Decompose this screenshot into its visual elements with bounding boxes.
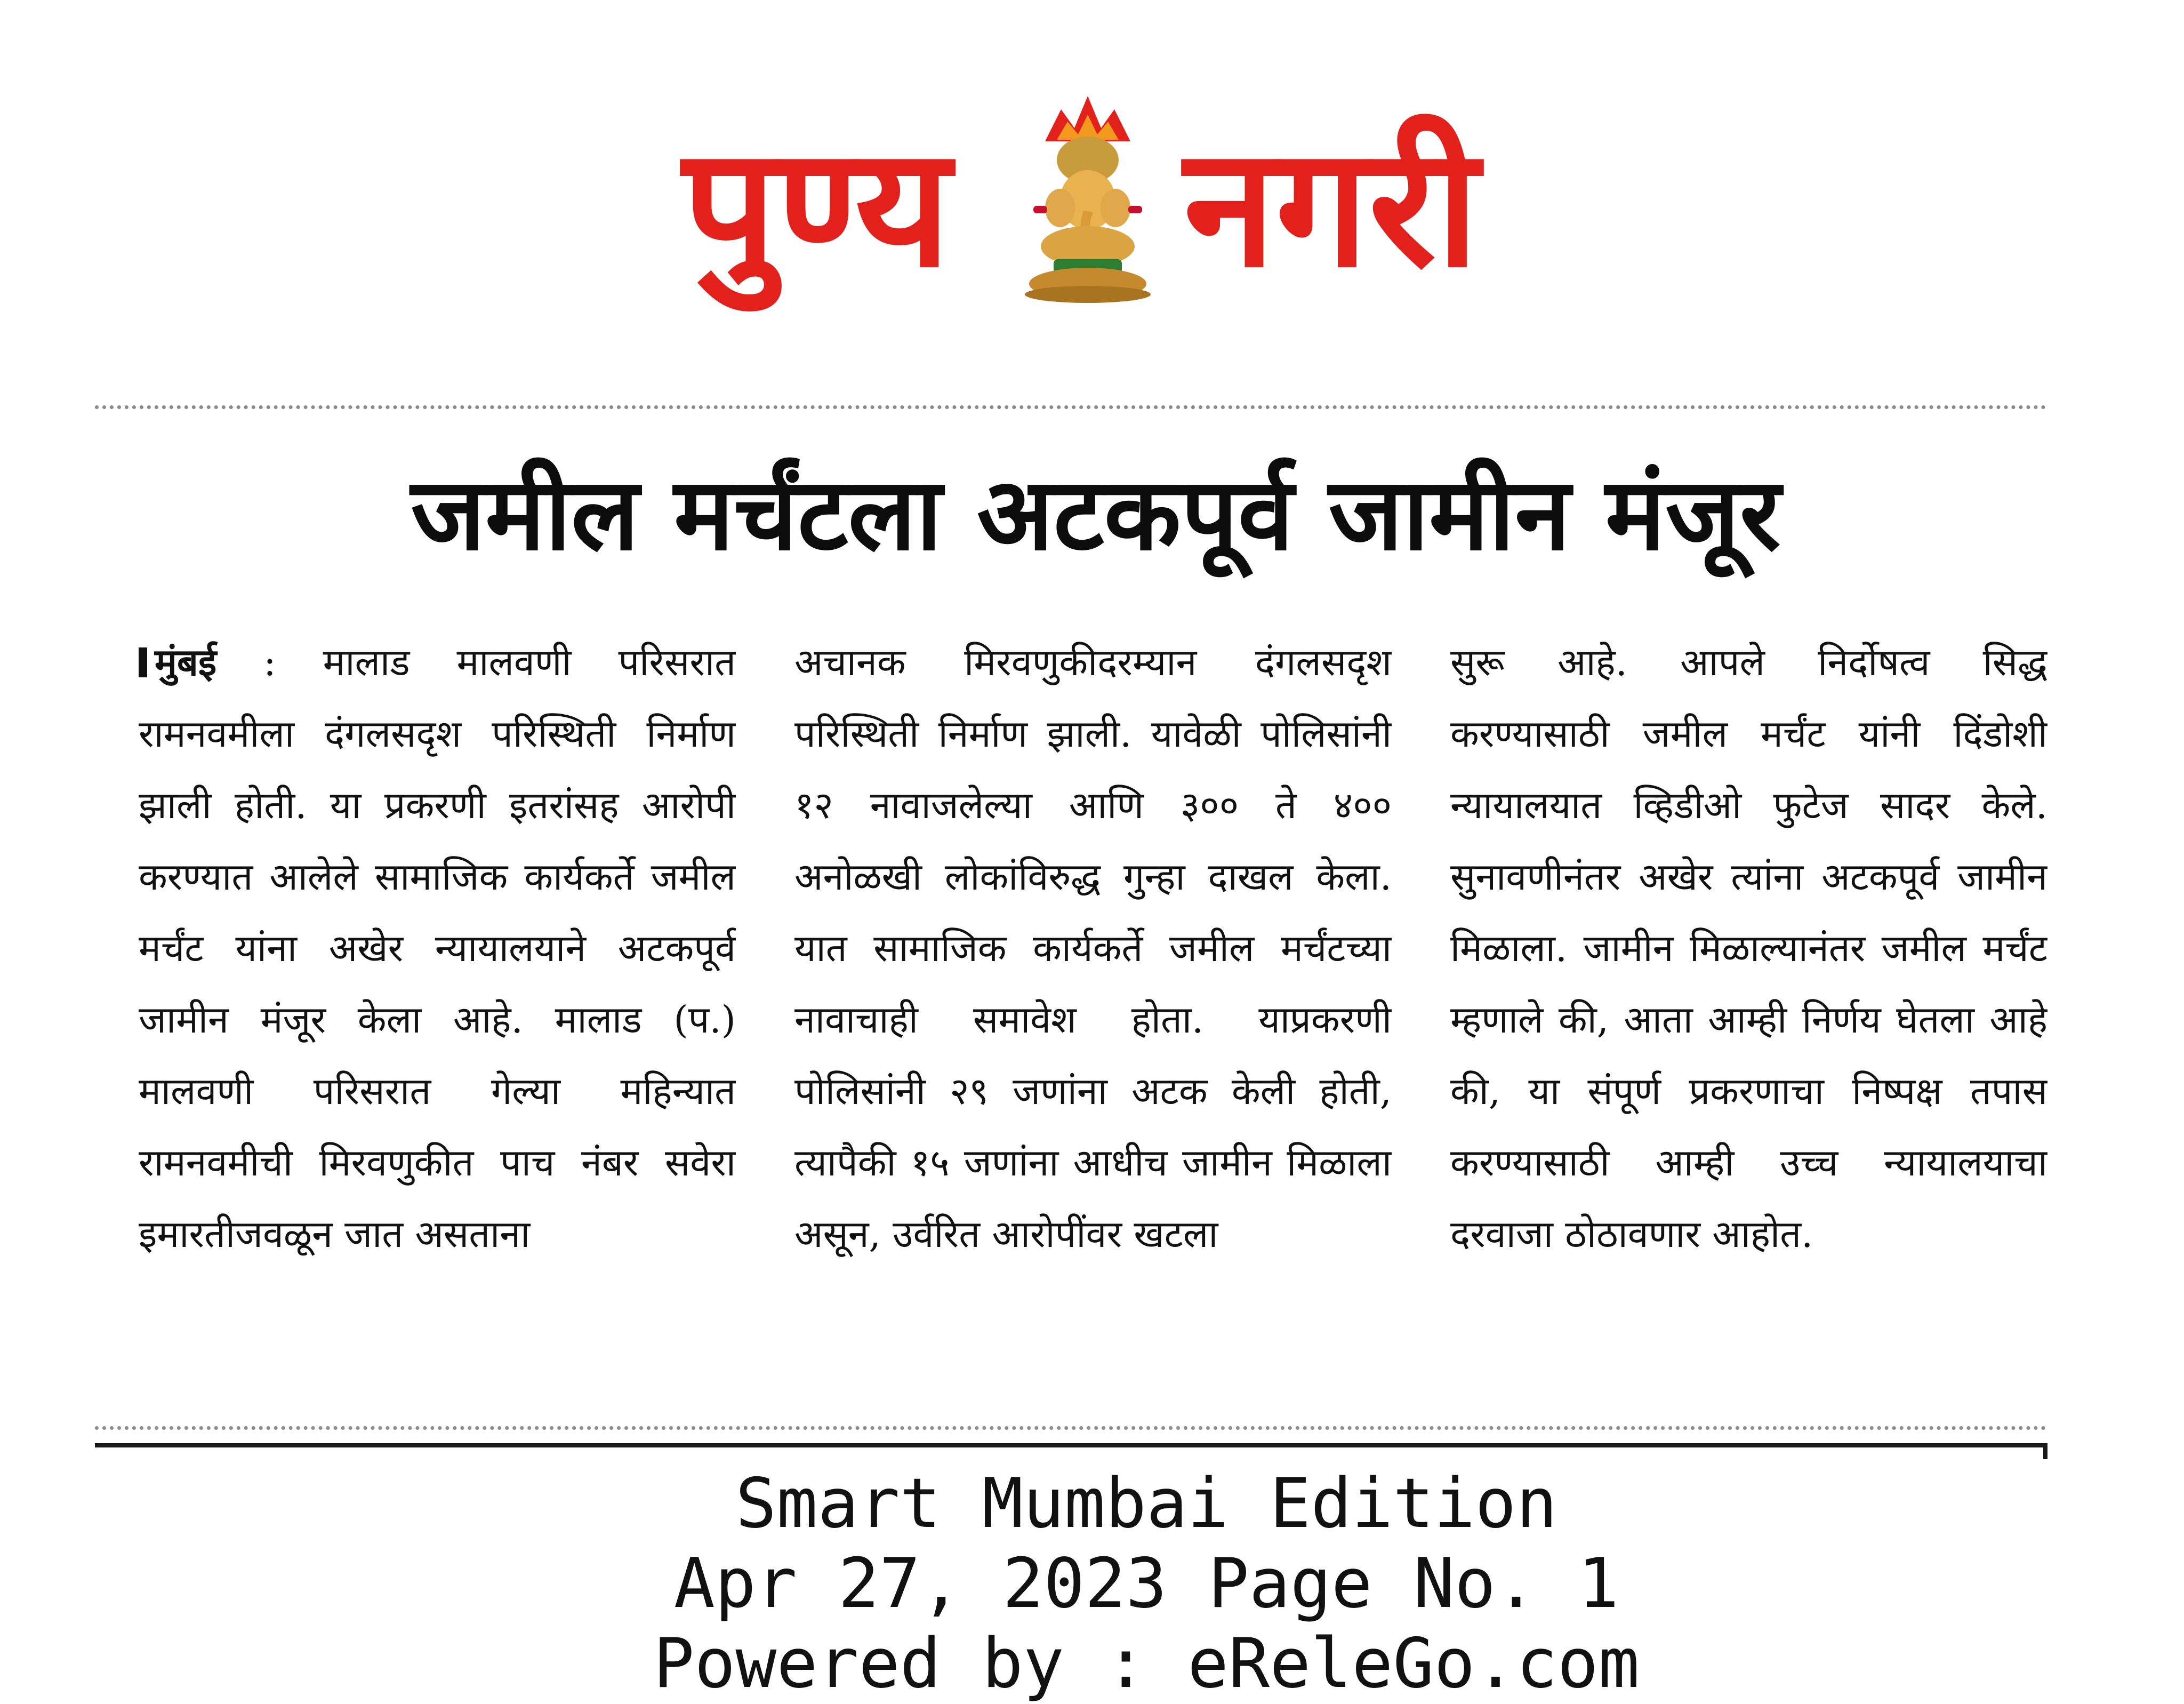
powered-by-credit: Powered by : eReleGo.com: [653, 1624, 1640, 1703]
masthead-title-right: नगरी: [1184, 111, 1479, 304]
divider-end-tick: [2043, 1444, 2048, 1459]
masthead-title-left: पुण्य: [682, 111, 951, 304]
masthead: [682, 80, 1600, 325]
ganesha-idol-icon: [1024, 91, 1152, 304]
article-headline: जमील मर्चंटला अटकपूर्व जामीन मंजूर: [411, 456, 1781, 573]
article-column-3: सुरू आहे. आपले निर्दोषत्व सिद्ध करण्यासाठी जमील मर्चंट यांनी दिंडोशी न्यायालयात व्हिडीओ फुटेज सादर केले. सुनावणीनंतर अखेर त्यांना अटकपूर्व जामीन मिळाला. जामीन मिळाल्यानंतर जमील मर्चंट म्हणाले की, आता आम्ही निर्णय घेतला आहे की, या संपूर्ण प्रकरणाचा निष्पक्ष तपास करण्यासाठी आम्ही उच्च न्यायालयाचा दरवाजा ठोठावणार आहोत.: [1450, 641, 2048, 1256]
edition-name: Smart Mumbai Edition: [735, 1464, 1557, 1543]
article-column-1: मुंबई : मालाड मालवणी परिसरात रामनवमीला दंगलसदृश परिस्थिती निर्माण झाली होती. या प्रकरणी इतरांसह आरोपी करण्यात आलेले सामाजिक कार्यकर्ते जमील मर्चंट यांना अखेर न्यायालयाने अटकपूर्व जामीन मंजूर केला आहे. मालाड (प.) मालवणी परिसरात गेल्या महिन्यात रामनवमीची मिरवणुकीत पाच नंबर सवेरा इमारतीजवळून जात असताना: [139, 641, 736, 1256]
bottom-solid-divider: [95, 1443, 2048, 1447]
article-column-2: अचानक मिरवणुकीदरम्यान दंगलसदृश परिस्थिती निर्माण झाली. यावेळी पोलिसांनी १२ नावाजलेल्या आणि ३०० ते ४०० अनोळखी लोकांविरुद्ध गुन्हा दाखल केला. यात सामाजिक कार्यकर्ते जमील मर्चंटच्या नावाचाही समावेश होता. याप्रकरणी पोलिसांनी २९ जणांना अटक केली होती, त्यापैकी १५ जणांना आधीच जामीन मिळाला असून, उर्वरित आरोपींवर खटला: [794, 641, 1392, 1256]
top-divider: [95, 405, 2046, 409]
article-dateline: मुंबई: [155, 641, 217, 684]
bottom-dotted-divider: [95, 1426, 2046, 1430]
edition-date-page: Apr 27, 2023 Page No. 1: [673, 1544, 1619, 1623]
dateline-marker: [139, 647, 147, 677]
article-column-1-text: मालाड मालवणी परिसरात रामनवमीला दंगलसदृश परिस्थिती निर्माण झाली होती. या प्रकरणी इतरांसह आरोपी करण्यात आलेले सामाजिक कार्यकर्ते जमील मर्चंट यांना अखेर न्यायालयाने अटकपूर्व जामीन मंजूर केला आहे. मालाड (प.) मालवणी परिसरात गेल्या महिन्यात रामनवमीची मिरवणुकीत पाच नंबर सवेरा इमारतीजवळून जात असताना: [139, 641, 736, 1256]
